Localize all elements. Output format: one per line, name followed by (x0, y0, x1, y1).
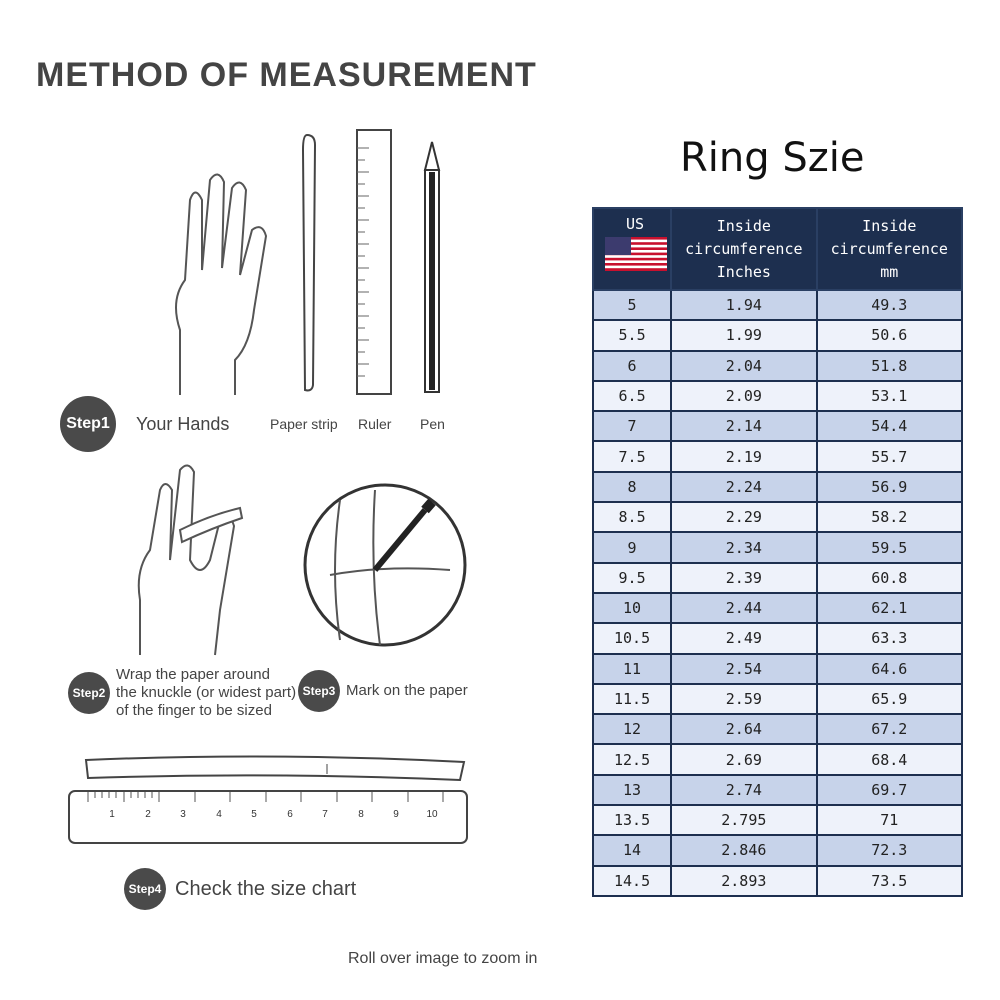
step3-badge: Step3 (298, 670, 340, 712)
step2-line2: the knuckle (or widest part) (116, 684, 297, 701)
inches-cell: 1.94 (671, 290, 816, 320)
ruler-tick-7: 7 (322, 809, 328, 820)
us-size-cell: 10.5 (593, 623, 671, 653)
paper-strip-icon (295, 130, 325, 395)
mm-header-line3: mm (880, 262, 899, 281)
us-header-label: US (626, 215, 645, 233)
table-row (593, 381, 962, 411)
inches-cell: 2.44 (671, 593, 816, 623)
inches-cell: 2.39 (671, 563, 816, 593)
ruler-tick-2: 2 (145, 809, 151, 820)
mm-cell: 67.2 (817, 714, 962, 744)
hand-wrapping-paper-illustration (120, 460, 260, 660)
zoom-hint: Roll over image to zoom in (348, 950, 538, 967)
mm-cell: 51.8 (817, 351, 962, 381)
us-size-cell: 13 (593, 775, 671, 805)
inches-cell: 2.59 (671, 684, 816, 714)
inches-cell: 2.64 (671, 714, 816, 744)
inches-cell: 2.09 (671, 381, 816, 411)
us-size-cell: 13.5 (593, 805, 671, 835)
mark-paper-zoom-illustration (300, 480, 470, 650)
table-row (593, 563, 962, 593)
us-flag-icon (605, 237, 667, 271)
inches-header (671, 208, 816, 290)
mm-header-line2: circumference (830, 239, 948, 258)
table-row (593, 593, 962, 623)
mm-header-line1: Inside (862, 216, 917, 235)
us-size-cell: 12.5 (593, 744, 671, 774)
inches-cell: 2.19 (671, 441, 816, 471)
us-size-cell: 5.5 (593, 320, 671, 350)
mm-cell: 59.5 (817, 532, 962, 562)
mm-cell: 71 (817, 805, 962, 835)
paper-strip-label: Paper strip (270, 416, 338, 432)
table-row (593, 775, 962, 805)
step1-label: Your Hands (136, 414, 230, 434)
table-row (593, 835, 962, 865)
us-size-cell: 7 (593, 411, 671, 441)
inches-cell: 2.24 (671, 472, 816, 502)
mm-cell: 55.7 (817, 441, 962, 471)
inches-cell: 2.54 (671, 654, 816, 684)
table-row (593, 411, 962, 441)
us-size-cell: 14 (593, 835, 671, 865)
table-row (593, 351, 962, 381)
step3-label: Mark on the paper (346, 682, 468, 699)
page-title: METHOD OF MEASUREMENT (36, 56, 537, 94)
table-row (593, 714, 962, 744)
inches-cell: 2.04 (671, 351, 816, 381)
ring-size-table-body (593, 290, 962, 896)
ruler-tick-5: 5 (251, 809, 257, 820)
mm-cell: 65.9 (817, 684, 962, 714)
table-row (593, 502, 962, 532)
mm-cell: 73.5 (817, 866, 962, 896)
mm-cell: 72.3 (817, 835, 962, 865)
step1-badge: Step1 (60, 396, 116, 452)
inches-cell: 2.14 (671, 411, 816, 441)
inches-header-line3: Inches (716, 262, 771, 281)
mm-cell: 58.2 (817, 502, 962, 532)
step2-line3: of the finger to be sized (116, 702, 272, 719)
table-row (593, 744, 962, 774)
pen-icon (420, 140, 444, 396)
step4-badge: Step4 (124, 868, 166, 910)
mm-cell: 49.3 (817, 290, 962, 320)
size-chart-title: Ring Szie (680, 135, 865, 181)
inches-cell: 2.893 (671, 866, 816, 896)
ruler-tick-10: 10 (426, 809, 438, 820)
table-row (593, 441, 962, 471)
ruler-label: Ruler (358, 416, 392, 432)
mm-cell: 56.9 (817, 472, 962, 502)
inches-cell: 1.99 (671, 320, 816, 350)
ruler-tick-3: 3 (180, 809, 186, 820)
mm-header (817, 208, 962, 290)
mm-cell: 54.4 (817, 411, 962, 441)
us-size-cell: 12 (593, 714, 671, 744)
table-row (593, 320, 962, 350)
us-size-cell: 5 (593, 290, 671, 320)
ruler-tick-9: 9 (393, 809, 399, 820)
ruler-icon (355, 128, 395, 398)
mm-cell: 68.4 (817, 744, 962, 774)
ring-size-table (592, 207, 963, 897)
mm-cell: 64.6 (817, 654, 962, 684)
inches-cell: 2.69 (671, 744, 816, 774)
paper-strip-marked-illustration (82, 752, 472, 788)
us-size-cell: 11 (593, 654, 671, 684)
step2-badge: Step2 (68, 672, 110, 714)
mm-cell: 63.3 (817, 623, 962, 653)
ruler-tick-1: 1 (109, 809, 115, 820)
ruler-tick-6: 6 (287, 809, 293, 820)
ruler-tick-8: 8 (358, 809, 364, 820)
us-size-cell: 7.5 (593, 441, 671, 471)
mm-cell: 53.1 (817, 381, 962, 411)
table-row (593, 290, 962, 320)
step2-line1: Wrap the paper around (116, 666, 270, 683)
table-row (593, 472, 962, 502)
inches-cell: 2.846 (671, 835, 816, 865)
us-size-cell: 9.5 (593, 563, 671, 593)
us-header (593, 208, 671, 290)
inches-header-line2: circumference (685, 239, 803, 258)
us-size-cell: 6.5 (593, 381, 671, 411)
table-row (593, 654, 962, 684)
inches-cell: 2.795 (671, 805, 816, 835)
inches-header-line1: Inside (716, 216, 771, 235)
inches-cell: 2.49 (671, 623, 816, 653)
table-header-row (593, 208, 962, 290)
ruler-tick-4: 4 (216, 809, 222, 820)
step4-label: Check the size chart (175, 878, 357, 900)
us-size-cell: 6 (593, 351, 671, 381)
us-size-cell: 9 (593, 532, 671, 562)
us-size-cell: 10 (593, 593, 671, 623)
raised-hand-illustration (140, 160, 280, 400)
table-row (593, 866, 962, 896)
table-row (593, 805, 962, 835)
inches-cell: 2.74 (671, 775, 816, 805)
mm-cell: 62.1 (817, 593, 962, 623)
inches-cell: 2.34 (671, 532, 816, 562)
table-row (593, 532, 962, 562)
mm-cell: 50.6 (817, 320, 962, 350)
measuring-ruler-illustration (68, 790, 470, 846)
pen-label: Pen (420, 416, 445, 432)
us-size-cell: 8 (593, 472, 671, 502)
us-size-cell: 11.5 (593, 684, 671, 714)
table-row (593, 684, 962, 714)
mm-cell: 60.8 (817, 563, 962, 593)
us-size-cell: 8.5 (593, 502, 671, 532)
inches-cell: 2.29 (671, 502, 816, 532)
table-row (593, 623, 962, 653)
mm-cell: 69.7 (817, 775, 962, 805)
us-size-cell: 14.5 (593, 866, 671, 896)
